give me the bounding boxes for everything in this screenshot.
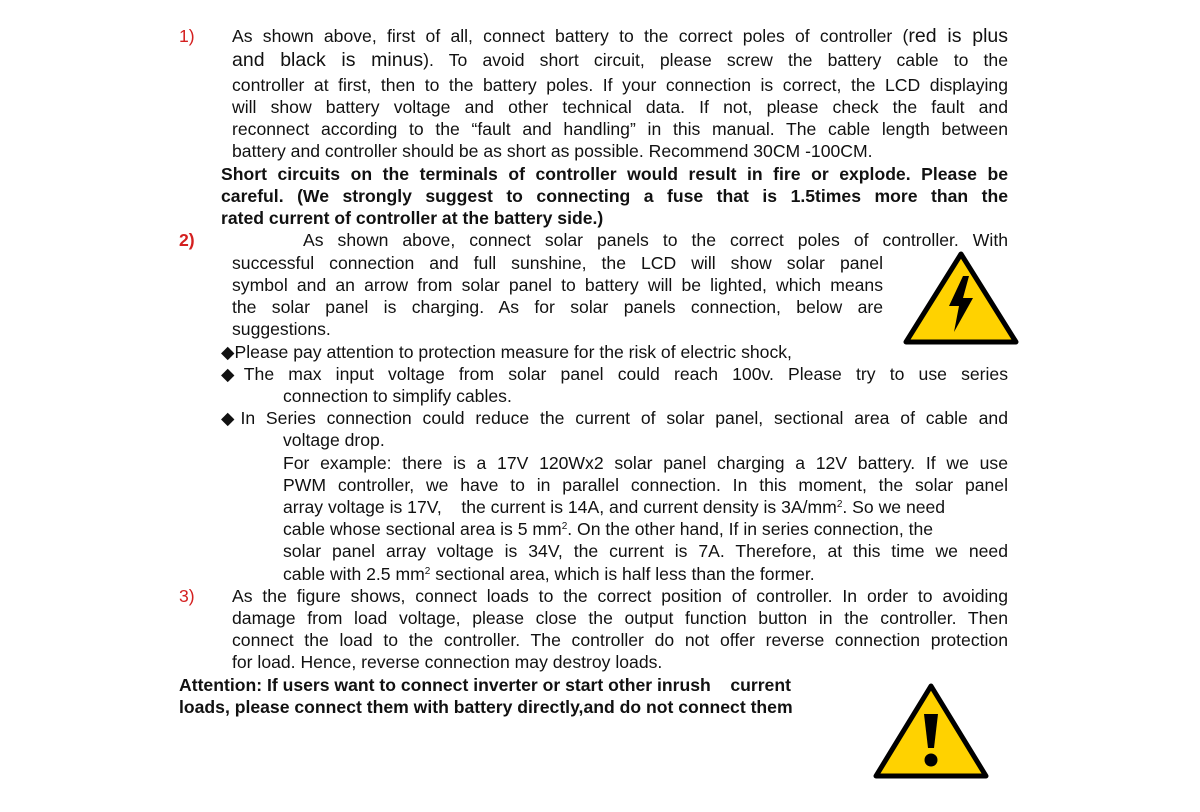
section-1-line-3: controller at first, then to the battery poles. If your connection is correct, the LCD displaying <box>232 75 1008 95</box>
section-2-line-1: As shown above, connect solar panels to the correct poles of controller. With <box>303 230 1008 250</box>
bullet-3-line-2: voltage drop. <box>283 430 385 450</box>
section-3-line-2: damage from load voltage, please close the output function button in the controller. Then <box>232 608 1008 628</box>
bullet-3-line-1: ◆In Series connection could reduce the current of solar panel, sectional area of cable and <box>221 408 1008 428</box>
bullet-2-line-1: ◆The max input voltage from solar panel could reach 100v. Please try to use series <box>221 364 1008 384</box>
attention-line-1: Attention: If users want to connect inverter or start other inrush current <box>179 675 791 695</box>
example-line-1: For example: there is a 17V 120Wx2 solar panel charging a 12V battery. If we use <box>283 453 1008 473</box>
section-1-warning-line-2: careful. (We strongly suggest to connecting a fuse that is 1.5times more than the <box>221 186 1008 206</box>
example-line-6: cable with 2.5 $mm^2$ sectional area, which is half less than the former. <box>283 564 815 584</box>
section-1-line-4: will show battery voltage and other technical data. If not, please check the fault and <box>232 97 1008 117</box>
exclamation-warning-icon <box>872 682 990 780</box>
section-3-line-4: for load. Hence, reverse connection may destroy loads. <box>232 652 663 672</box>
section-1-line-6: battery and controller should be as short as possible. Recommend 30CM -100CM. <box>232 141 873 161</box>
section-3-number: 3) <box>179 586 195 606</box>
example-line-4: cable whose sectional area is 5 $mm^2$. On the other hand, If in series connection, the <box>283 519 934 539</box>
section-2-line-5: suggestions. <box>232 319 331 339</box>
section-2-number: 2) <box>179 230 195 250</box>
section-1-warning-line-3: rated current of controller at the battery side.) <box>221 208 604 228</box>
section-1-line-5: reconnect according to the “fault and handling” in this manual. The cable length between <box>232 119 1008 139</box>
bullet-2-line-2: connection to simplify cables. <box>283 386 512 406</box>
high-voltage-warning-icon <box>902 250 1020 346</box>
section-1-warning-line-1: Short circuits on the terminals of controller would result in fire or explode. Please be <box>221 164 1008 184</box>
example-line-5: solar panel array voltage is 34V, the current is 7A. Therefore, at this time we need <box>283 541 1008 561</box>
section-1-number: 1) <box>179 26 195 46</box>
bullet-1: ◆Please pay attention to protection measure for the risk of electric shock, <box>221 342 792 362</box>
example-line-2: PWM controller, we have to in parallel connection. In this moment, the solar panel <box>283 475 1008 495</box>
section-1-line-1: As shown above, first of all, connect battery to the correct poles of controller (red is plus <box>232 25 1008 47</box>
attention-line-2: loads, please connect them with battery directly,and do not connect them <box>179 697 793 717</box>
section-2-line-4: the solar panel is charging. As for solar panels connection, below are <box>232 297 883 317</box>
section-3-line-1: As the figure shows, connect loads to the correct position of controller. In order to avoiding <box>232 586 1008 606</box>
section-1-line-2: and black is minus). To avoid short circuit, please screw the battery cable to the <box>232 49 1008 71</box>
section-2-line-2: successful connection and full sunshine, the LCD will show solar panel <box>232 253 883 273</box>
section-3-line-3: connect the load to the controller. The controller do not offer reverse connection protection <box>232 630 1008 650</box>
section-2-line-3: symbol and an arrow from solar panel to battery will be lighted, which means <box>232 275 883 295</box>
example-line-3: array voltage is 17V, the current is 14A, and current density is $3A/mm^2$. So we need <box>283 497 946 517</box>
